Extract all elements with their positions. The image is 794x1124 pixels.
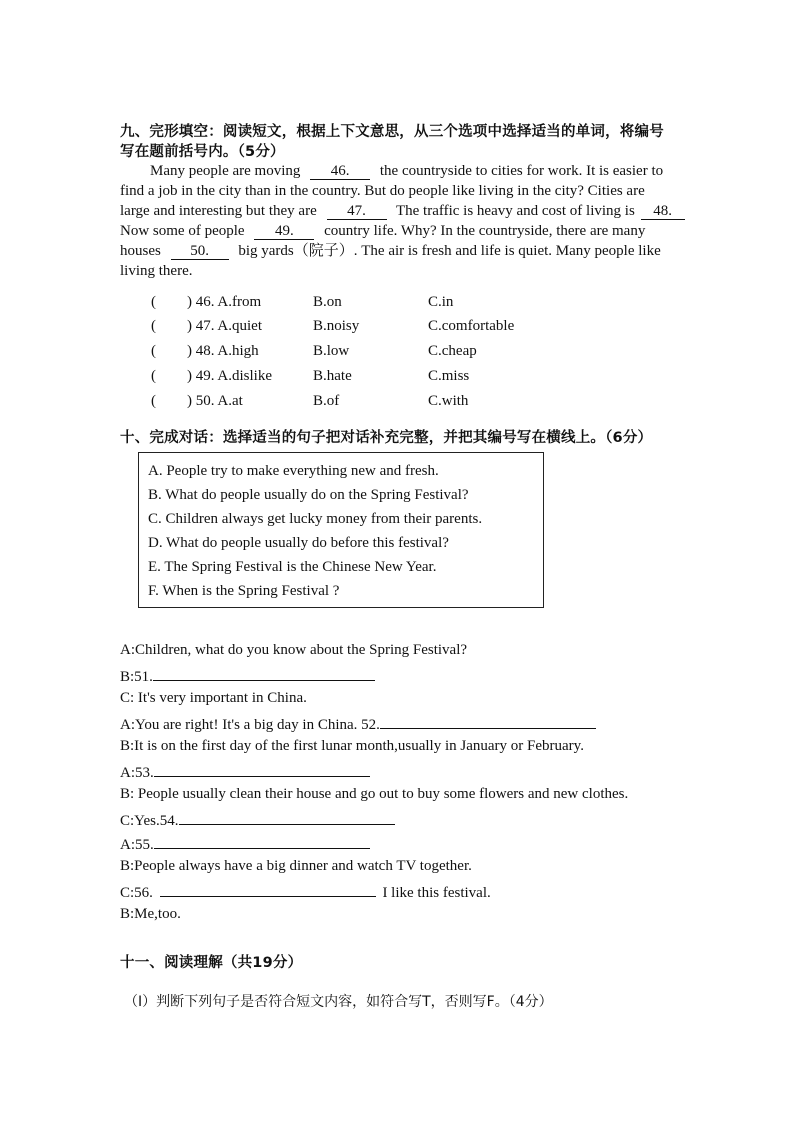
passage-text: country life. Why? In the countryside, there are many — [324, 223, 646, 239]
passage-text: big yards（院子）. The air is fresh and life is quiet. Many people like — [238, 243, 661, 259]
option-a: ) 48. A.high — [187, 343, 259, 359]
passage-line-1 — [150, 161, 663, 181]
section11-subheading: （Ⅰ）判断下列句子是否符合短文内容，如符合写T，否则写F。（4分） — [124, 994, 553, 1010]
answer-blank-55[interactable] — [154, 834, 370, 849]
dialogue-line: B:People always have a big dinner and watch TV together. — [120, 858, 472, 874]
dialogue-line: B:It is on the first day of the first lunar month,usually in January or February. — [120, 738, 584, 754]
section11-heading: 十一、阅读理解（共19分） — [120, 955, 303, 971]
option-b: B.on — [313, 294, 342, 310]
dialogue-line — [120, 810, 395, 830]
option-a: ) 47. A.quiet — [187, 318, 262, 334]
passage-text: The traffic is heavy and cost of living is — [395, 203, 635, 219]
blank-50: 50. — [171, 243, 229, 260]
dialogue-line — [120, 714, 596, 734]
blank-48: 48. — [641, 203, 685, 220]
section10-heading: 十、完成对话：选择适当的句子把对话补充完整，并把其编号写在横线上。（6分） — [120, 430, 653, 446]
dialogue-line: B: People usually clean their house and go out to buy some flowers and new clothes. — [120, 786, 629, 802]
option-sentence: B. What do people usually do on the Spring Festival? — [148, 487, 469, 503]
answer-bracket[interactable]: ( — [151, 393, 156, 409]
answer-bracket[interactable]: ( — [151, 343, 156, 359]
answer-blank-56[interactable] — [160, 882, 376, 897]
passage-text: large and interesting but they are — [120, 203, 317, 219]
option-sentence: A. People try to make everything new and fresh. — [148, 463, 439, 479]
dialogue-text: C:56. — [120, 885, 153, 901]
answer-blank-54[interactable] — [179, 810, 395, 825]
dialogue-line — [120, 666, 375, 686]
dialogue-line — [120, 882, 491, 902]
option-b: B.of — [313, 393, 340, 409]
option-b: B.hate — [313, 368, 352, 384]
dialogue-text: C:Yes.54. — [120, 813, 179, 829]
dialogue-line: A:Children, what do you know about the Spring Festival? — [120, 642, 468, 658]
section9-heading-line1: 九、完形填空：阅读短文，根据上下文意思，从三个选项中选择适当的单词，将编号 — [120, 124, 664, 140]
answer-blank-51[interactable] — [153, 666, 375, 681]
passage-line-5 — [120, 241, 661, 261]
passage-text: houses — [120, 243, 161, 259]
passage-line-6: living there. — [120, 263, 193, 279]
option-a: ) 50. A.at — [187, 393, 243, 409]
passage-text: Now some of people — [120, 223, 245, 239]
answer-blank-53[interactable] — [154, 762, 370, 777]
option-c: C.miss — [428, 368, 470, 384]
dialogue-line — [120, 834, 370, 854]
option-a: ) 46. A.from — [187, 294, 262, 310]
option-c: C.with — [428, 393, 469, 409]
passage-line-2: find a job in the city than in the country. But do people like living in the city? Cities are — [120, 183, 645, 199]
option-sentence: C. Children always get lucky money from their parents. — [148, 511, 483, 527]
dialogue-text: A:55. — [120, 837, 154, 853]
blank-47: 47. — [327, 203, 387, 220]
dialogue-text: A:53. — [120, 765, 154, 781]
dialogue-text: I like this festival. — [382, 885, 491, 901]
passage-text: the countryside to cities for work. It is easier to — [379, 163, 664, 179]
option-b: B.low — [313, 343, 350, 359]
dialogue-line: B:Me,too. — [120, 906, 181, 922]
passage-line-3 — [120, 201, 685, 221]
blank-49: 49. — [254, 223, 314, 240]
dialogue-line: C: It's very important in China. — [120, 690, 307, 706]
option-sentence: D. What do people usually do before this festival? — [148, 535, 449, 551]
option-sentence: F. When is the Spring Festival ? — [148, 583, 340, 599]
option-sentence: E. The Spring Festival is the Chinese New Year. — [148, 559, 437, 575]
answer-blank-52[interactable] — [380, 714, 596, 729]
option-b: B.noisy — [313, 318, 360, 334]
option-c: C.cheap — [428, 343, 477, 359]
option-c: C.in — [428, 294, 454, 310]
dialogue-text: A:You are right! It's a big day in China. 52. — [120, 717, 380, 733]
passage-text: Many people are moving — [150, 163, 301, 179]
dialogue-line — [120, 762, 370, 782]
option-c: C.comfortable — [428, 318, 515, 334]
passage-line-4 — [120, 221, 645, 241]
answer-bracket[interactable]: ( — [151, 368, 156, 384]
answer-bracket[interactable]: ( — [151, 294, 156, 310]
blank-46: 46. — [310, 163, 370, 180]
option-a: ) 49. A.dislike — [187, 368, 272, 384]
section9-heading-line2: 写在题前括号内。（5分） — [120, 144, 285, 160]
dialogue-text: B:51. — [120, 669, 153, 685]
answer-bracket[interactable]: ( — [151, 318, 156, 334]
